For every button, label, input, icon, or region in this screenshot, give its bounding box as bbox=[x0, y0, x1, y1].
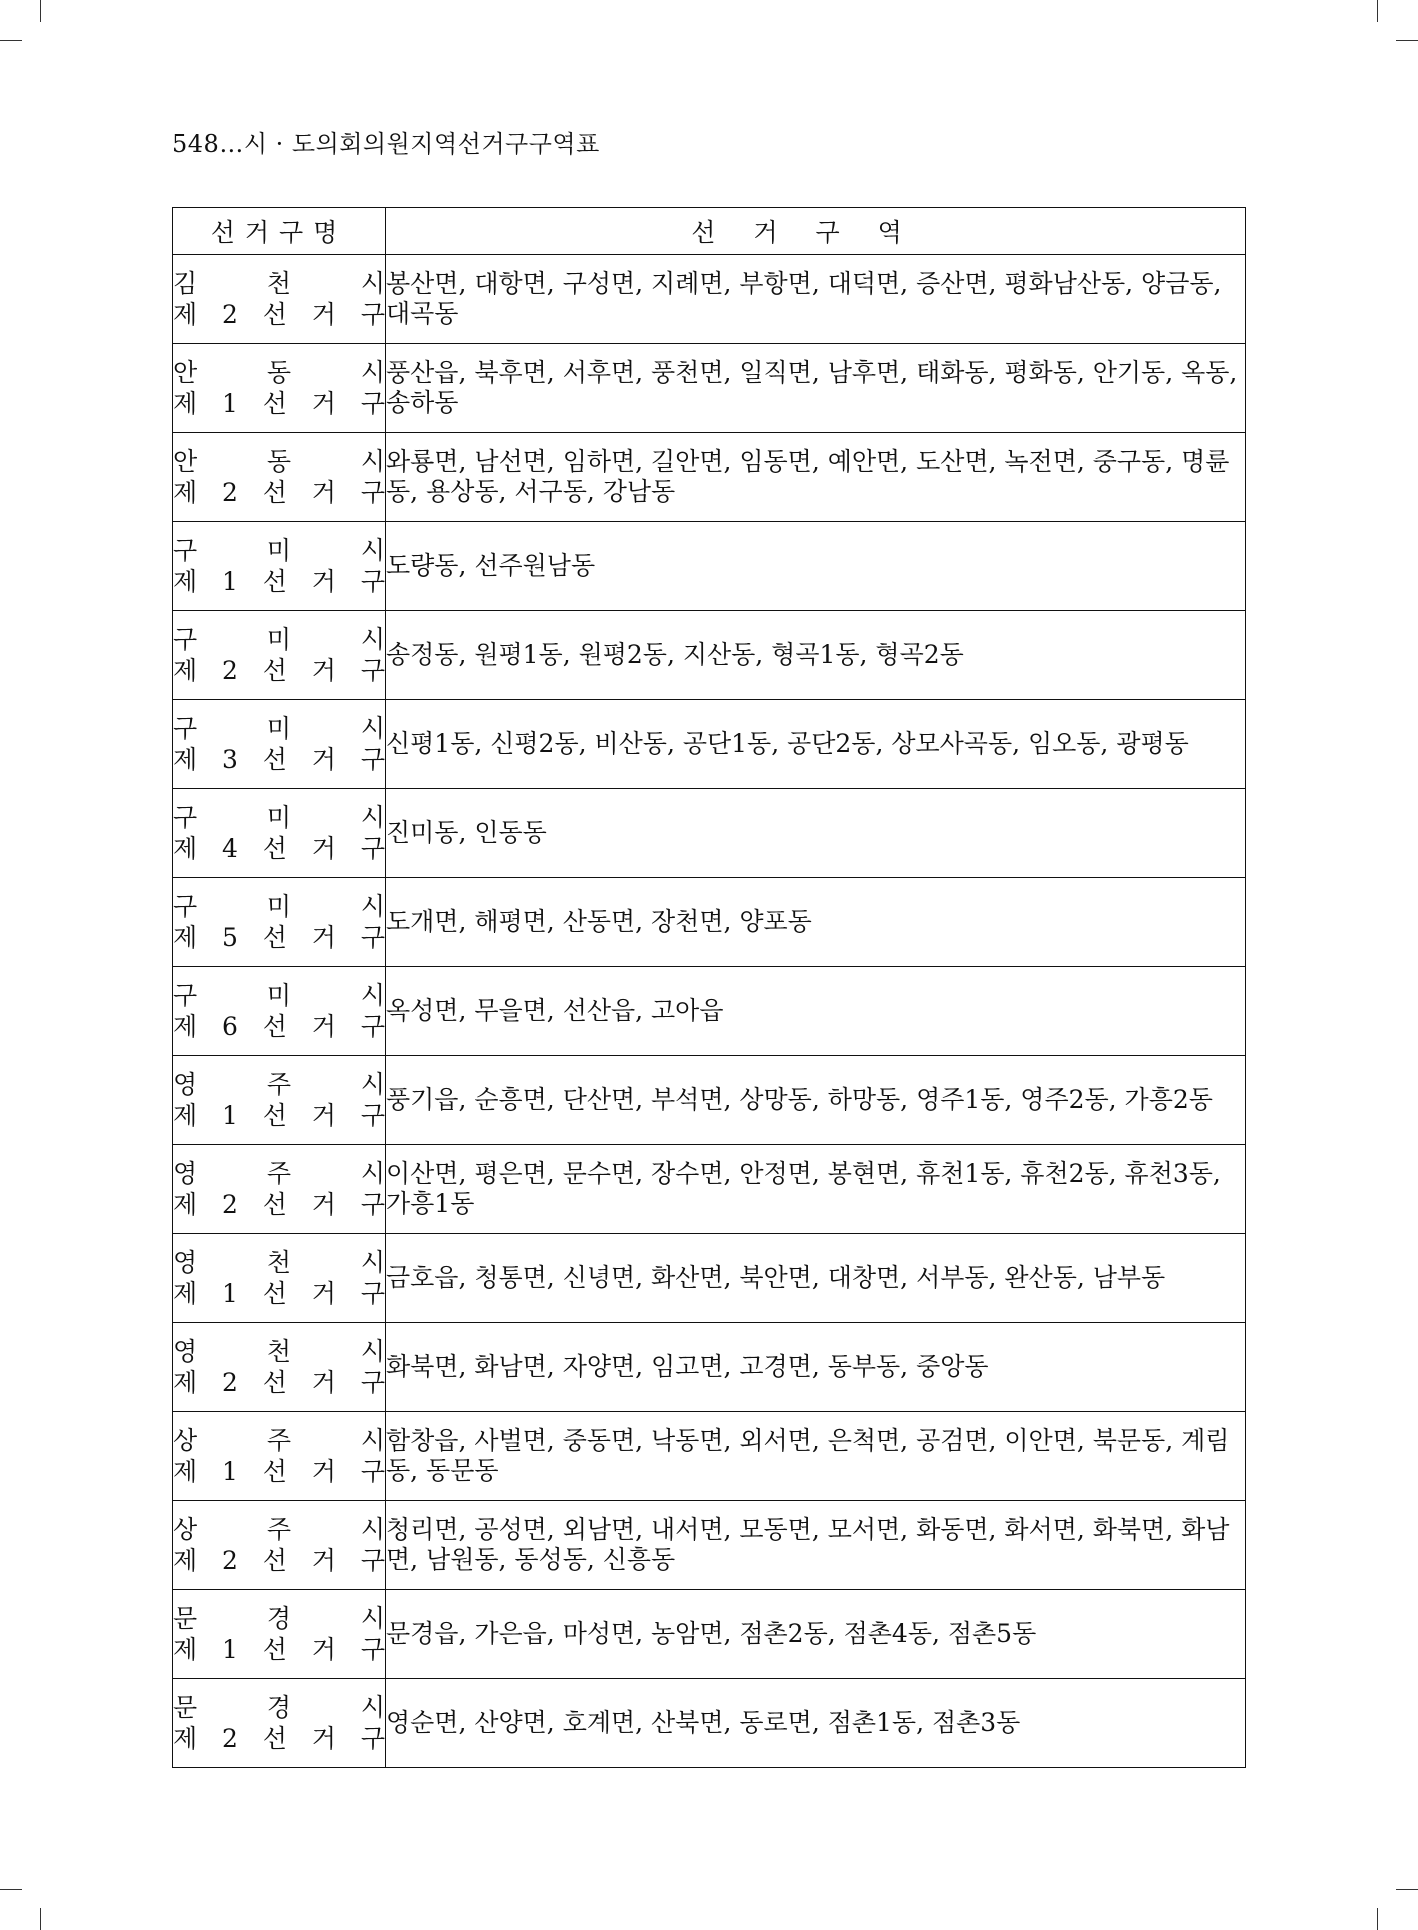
district-area-cell: 문경읍, 가은읍, 마성면, 농암면, 점촌2동, 점촌4동, 점촌5동 bbox=[386, 1590, 1246, 1679]
city-name: 영 천 시 bbox=[173, 1248, 385, 1277]
district-area-cell: 옥성면, 무을면, 선산읍, 고아읍 bbox=[386, 967, 1246, 1056]
district-name-cell bbox=[173, 878, 386, 967]
district-table bbox=[172, 207, 1246, 1768]
district-label: 제 3 선 거 구 bbox=[173, 745, 385, 774]
city-name: 상 주 시 bbox=[173, 1426, 385, 1455]
district-area-cell: 도량동, 선주원남동 bbox=[386, 522, 1246, 611]
district-label: 제 2 선 거 구 bbox=[173, 478, 385, 507]
header-separator: … bbox=[219, 130, 244, 158]
district-label: 제 1 선 거 구 bbox=[173, 1635, 385, 1664]
district-name-cell bbox=[173, 1501, 386, 1590]
district-label: 제 2 선 거 구 bbox=[173, 1724, 385, 1753]
district-name-cell bbox=[173, 967, 386, 1056]
district-name-cell bbox=[173, 433, 386, 522]
table-row bbox=[173, 700, 1246, 789]
district-name-cell bbox=[173, 789, 386, 878]
page-header bbox=[172, 124, 600, 159]
district-area-cell: 봉산면, 대항면, 구성면, 지례면, 부항면, 대덕면, 증산면, 평화남산동, 양금동, 대곡동 bbox=[386, 255, 1246, 344]
table-row bbox=[173, 1501, 1246, 1590]
district-label: 제 1 선 거 구 bbox=[173, 1279, 385, 1308]
district-area-cell: 금호읍, 청통면, 신녕면, 화산면, 북안면, 대창면, 서부동, 완산동, 남부동 bbox=[386, 1234, 1246, 1323]
city-name: 구 미 시 bbox=[173, 625, 385, 654]
table-header-row bbox=[173, 208, 1246, 255]
district-area-cell: 송정동, 원평1동, 원평2동, 지산동, 형곡1동, 형곡2동 bbox=[386, 611, 1246, 700]
city-name: 구 미 시 bbox=[173, 536, 385, 565]
page-number: 548 bbox=[172, 130, 220, 158]
district-name-cell bbox=[173, 1590, 386, 1679]
district-area-cell: 풍산읍, 북후면, 서후면, 풍천면, 일직면, 남후면, 태화동, 평화동, 안기동, 옥동, 송하동 bbox=[386, 344, 1246, 433]
district-label: 제 2 선 거 구 bbox=[173, 1546, 385, 1575]
city-name: 문 경 시 bbox=[173, 1604, 385, 1633]
city-name: 영 천 시 bbox=[173, 1337, 385, 1366]
district-label: 제 5 선 거 구 bbox=[173, 923, 385, 952]
district-label: 제 4 선 거 구 bbox=[173, 834, 385, 863]
district-name-cell bbox=[173, 611, 386, 700]
city-name: 구 미 시 bbox=[173, 803, 385, 832]
table-body bbox=[173, 255, 1246, 1768]
city-name: 영 주 시 bbox=[173, 1159, 385, 1188]
city-name: 영 주 시 bbox=[173, 1070, 385, 1099]
city-name: 상 주 시 bbox=[173, 1515, 385, 1544]
table-row bbox=[173, 1679, 1246, 1768]
district-label: 제 1 선 거 구 bbox=[173, 389, 385, 418]
district-name-cell bbox=[173, 700, 386, 789]
table-row bbox=[173, 1590, 1246, 1679]
district-area-cell: 이산면, 평은면, 문수면, 장수면, 안정면, 봉현면, 휴천1동, 휴천2동, 휴천3동, 가흥1동 bbox=[386, 1145, 1246, 1234]
district-label: 제 1 선 거 구 bbox=[173, 1101, 385, 1130]
city-name: 문 경 시 bbox=[173, 1693, 385, 1722]
page-title: 시 · 도의회의원지역선거구구역표 bbox=[243, 130, 600, 158]
district-area-cell: 영순면, 산양면, 호계면, 산북면, 동로면, 점촌1동, 점촌3동 bbox=[386, 1679, 1246, 1768]
district-name-cell bbox=[173, 1412, 386, 1501]
column-header-district-area: 선거구역 bbox=[386, 208, 1246, 255]
crop-mark-top-right-v bbox=[1377, 0, 1378, 22]
district-name-cell bbox=[173, 522, 386, 611]
table-row bbox=[173, 789, 1246, 878]
table-row bbox=[173, 344, 1246, 433]
table-row bbox=[173, 967, 1246, 1056]
crop-mark-bottom-right-v bbox=[1377, 1908, 1378, 1930]
crop-mark-top-left-v bbox=[40, 0, 41, 22]
crop-mark-bottom-left-v bbox=[40, 1908, 41, 1930]
city-name: 구 미 시 bbox=[173, 892, 385, 921]
city-name: 구 미 시 bbox=[173, 981, 385, 1010]
district-name-cell bbox=[173, 1056, 386, 1145]
crop-mark-bottom-left-h bbox=[0, 1889, 22, 1890]
city-name: 안 동 시 bbox=[173, 358, 385, 387]
district-name-cell bbox=[173, 255, 386, 344]
district-name-cell bbox=[173, 1145, 386, 1234]
district-label: 제 1 선 거 구 bbox=[173, 567, 385, 596]
crop-mark-top-left-h bbox=[0, 40, 22, 41]
district-area-cell: 화북면, 화남면, 자양면, 임고면, 고경면, 동부동, 중앙동 bbox=[386, 1323, 1246, 1412]
district-label: 제 1 선 거 구 bbox=[173, 1457, 385, 1486]
table-row bbox=[173, 255, 1246, 344]
crop-mark-top-right-h bbox=[1396, 40, 1418, 41]
district-label: 제 2 선 거 구 bbox=[173, 1190, 385, 1219]
district-area-cell: 풍기읍, 순흥면, 단산면, 부석면, 상망동, 하망동, 영주1동, 영주2동, 가흥2동 bbox=[386, 1056, 1246, 1145]
table-row bbox=[173, 1234, 1246, 1323]
city-name: 구 미 시 bbox=[173, 714, 385, 743]
district-label: 제 6 선 거 구 bbox=[173, 1012, 385, 1041]
table-row bbox=[173, 878, 1246, 967]
district-name-cell bbox=[173, 344, 386, 433]
district-area-cell: 와룡면, 남선면, 임하면, 길안면, 임동면, 예안면, 도산면, 녹전면, 중구동, 명륜동, 용상동, 서구동, 강남동 bbox=[386, 433, 1246, 522]
district-label: 제 2 선 거 구 bbox=[173, 300, 385, 329]
district-area-cell: 청리면, 공성면, 외남면, 내서면, 모동면, 모서면, 화동면, 화서면, 화북면, 화남면, 남원동, 동성동, 신흥동 bbox=[386, 1501, 1246, 1590]
city-name: 안 동 시 bbox=[173, 447, 385, 476]
table-row bbox=[173, 1145, 1246, 1234]
district-name-cell bbox=[173, 1679, 386, 1768]
table-row bbox=[173, 433, 1246, 522]
district-area-cell: 진미동, 인동동 bbox=[386, 789, 1246, 878]
district-name-cell bbox=[173, 1323, 386, 1412]
table-row bbox=[173, 611, 1246, 700]
column-header-district-name: 선거구명 bbox=[173, 208, 386, 255]
table-row bbox=[173, 1323, 1246, 1412]
table-row bbox=[173, 1056, 1246, 1145]
table-row bbox=[173, 522, 1246, 611]
district-label: 제 2 선 거 구 bbox=[173, 656, 385, 685]
district-area-cell: 함창읍, 사벌면, 중동면, 낙동면, 외서면, 은척면, 공검면, 이안면, 북문동, 계림동, 동문동 bbox=[386, 1412, 1246, 1501]
city-name: 김 천 시 bbox=[173, 269, 385, 298]
district-area-cell: 도개면, 해평면, 산동면, 장천면, 양포동 bbox=[386, 878, 1246, 967]
crop-mark-bottom-right-h bbox=[1396, 1889, 1418, 1890]
district-name-cell bbox=[173, 1234, 386, 1323]
district-label: 제 2 선 거 구 bbox=[173, 1368, 385, 1397]
district-area-cell: 신평1동, 신평2동, 비산동, 공단1동, 공단2동, 상모사곡동, 임오동, 광평동 bbox=[386, 700, 1246, 789]
table-row bbox=[173, 1412, 1246, 1501]
